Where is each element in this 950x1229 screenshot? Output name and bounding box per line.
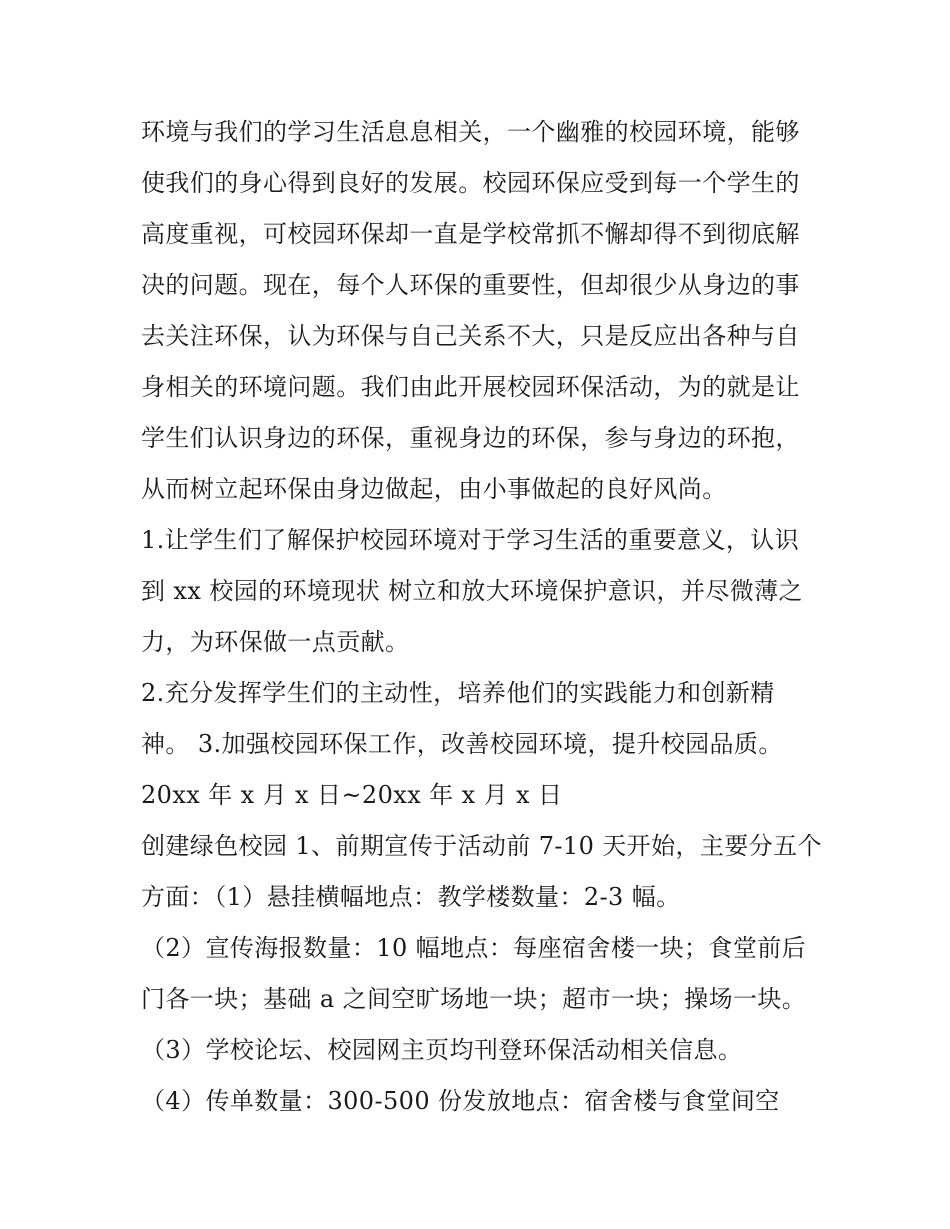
text-line: 决的问题。现在，每个人环保的重要性，但却很少从身边的事	[141, 271, 800, 299]
text-line: 方面：（1）悬挂横幅地点：教学楼数量：2-3 幅。	[141, 883, 681, 911]
text-line: 创建绿色校园 1、前期宣传于活动前 7-10 天开始，主要分五个	[141, 832, 822, 860]
list-item-2: 2.充分发挥学生们的主动性，培养他们的实践能力和创新精	[141, 679, 775, 707]
text-line: 使我们的身心得到良好的发展。校园环保应受到每一个学生的	[141, 169, 800, 197]
text-line: 环境与我们的学习生活息息相关，一个幽雅的校园环境，能够	[141, 118, 800, 146]
text-line: 到 xx 校园的环境现状 树立和放大环境保护意识，并尽微薄之	[141, 577, 803, 605]
text-line: （4）传单数量：300-500 份发放地点：宿舍楼与食堂间空	[141, 1087, 780, 1115]
list-item-1: 1.让学生们了解保护校园环境对于学习生活的重要意义，认识	[141, 526, 800, 554]
date-range: 20xx 年 x 月 x 日~20xx 年 x 月 x 日	[141, 781, 563, 809]
text-line: （2）宣传海报数量：10 幅地点：每座宿舍楼一块；食堂前后	[141, 934, 807, 962]
document-body	[141, 107, 841, 1127]
text-line: 身相关的环境问题。我们由此开展校园环保活动，为的就是让	[141, 373, 800, 401]
text-line: （3）学校论坛、校园网主页均刊登环保活动相关信息。	[141, 1036, 743, 1064]
text-line: 门各一块；基础 a 之间空旷场地一块；超市一块；操场一块。	[141, 985, 807, 1013]
text-line: 从而树立起环保由身边做起，由小事做起的良好风尚。	[141, 475, 727, 503]
text-line: 神。 3.加强校园环保工作，改善校园环境，提升校园品质。	[141, 730, 783, 758]
text-line: 学生们认识身边的环保，重视身边的环保，参与身边的环抱，	[141, 424, 800, 452]
text-line: 高度重视，可校园环保却一直是学校常抓不懈却得不到彻底解	[141, 220, 800, 248]
text-line: 去关注环保，认为环保与自己关系不大，只是反应出各种与自	[141, 322, 800, 350]
text-line: 力，为环保做一点贡献。	[141, 628, 410, 656]
